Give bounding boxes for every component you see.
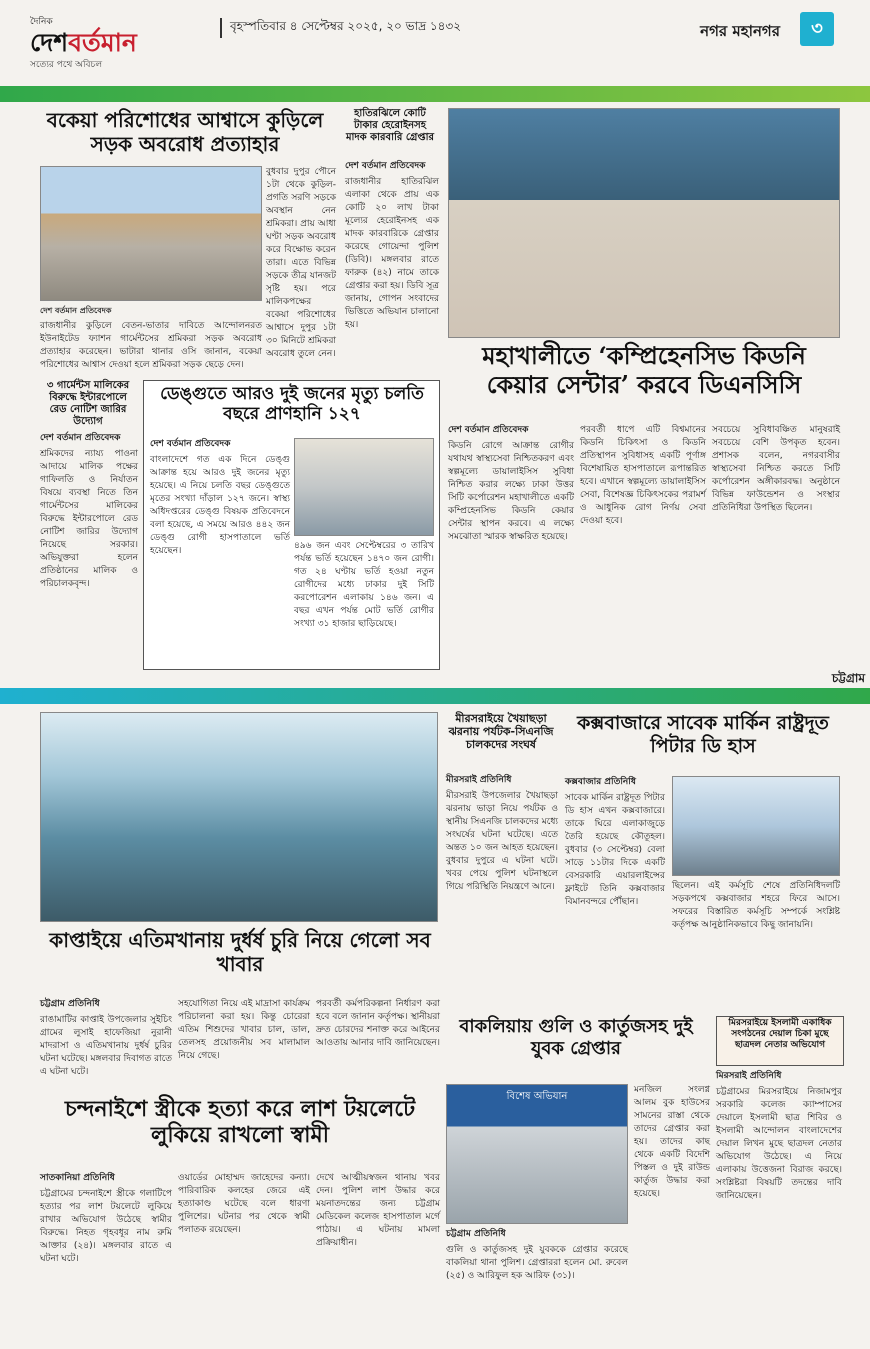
chandanaish-text1: চট্টগ্রামের চন্দনাইশে স্ত্রীকে গলাটিপে হত্যার পর লাশ টয়লেটে লুকিয়ে রাখার অভিযোগ উঠেছে স্বামীর বিরুদ্ধে। নিহত গৃহবধূর নাম রুমি আক্তার (২৪)। মঙ্গলবার রাতে এ ঘটনা ঘটে। [40,1189,172,1264]
mirsarai-headline: মীরসরাইয়ে খৈয়াছড়া ঝরনায় পর্যটক-সিএনজি চালকদের সংঘর্ষ [448,712,554,752]
hefazat-body [716,1070,842,1338]
masthead-name: দেশবর্তমান [30,28,137,57]
bakalia-body2: মনজিল সংলগ্ন আলম বুক হাউসের সামনের রাস্তা থেকে তাদের গ্রেপ্তার করা হয়। তাদের কাছ থেকে একটি বিদেশি পিস্তল ও দুই রাউন্ড কার্তুজ উদ্ধার করা হয়েছে। [634,1085,710,1199]
heroin-headline: হাতিরঝিলে কোটি টাকার হেরোইনসহ মাদক কারবারি গ্রেপ্তার [345,108,435,143]
dengue-photo [294,438,434,536]
haas-byline: কক্সবাজার প্রতিনিধি [565,777,636,787]
dengue-headline: ডেঙ্গুতে আরও দুই জনের মৃত্যু চলতি বছরে প্রাণহানি ১২৭ [160,384,424,425]
garment-body [40,432,138,668]
kuril-body: বুধবার দুপুর পৌনে ১টা থেকে কুড়িল-প্রগতি সরণি সড়কে অবস্থান নেন শ্রমিকরা। প্রায় আধা ঘণ্টা সড়ক অবরোধ করে বিক্ষোভ করেন তারা। এতে বিভিন্ন সড়কে তীব্র যানজট সৃষ্টি হয়। পরে মালিকপক্ষের বকেয়া পরিশোধের আশ্বাসে দুপুর ১টা ৩০ মিনিটে শ্রমিকরা অবরোধ তুলে নেন। [266,167,336,359]
region-label: চট্টগ্রাম [831,671,865,685]
bakalia-headline: বাকলিয়ায় গুলি ও কার্তুজসহ দুই যুবক গ্রেপ্তার [459,1016,693,1059]
haas-body3: ছিলেন। এই কর্মসূচি শেষে প্রতিনিধিদলটি সড়কপথে কক্সবাজার শহরে ফিরে আসে। সফরের বিস্তারিত কর্মসূচি সম্পর্কে সংশ্লিষ্ট কর্তৃপক্ষ আনুষ্ঠানিকভাবে কিছু জানায়নি। [672,881,840,930]
garment-text: শ্রমিকদের ন্যায্য পাওনা আদায়ে মালিক পক্ষের গাফিলতি ও নির্যাতন বিষয়ে ব্যবস্থা নিতে তিন গার্মেন্টসের মালিকের বিরুদ্ধে ইন্টারপোলে রেড নোটিশ জারির উদ্যোগ নিয়েছে সরকার। অভিযুক্তরা হলেন প্রতিষ্ঠানের মালিক ও পরিচালকবৃন্দ। [40,449,138,589]
garment-headline: ৩ গার্মেন্টস মালিকের বিরুদ্ধে ইন্টারপোলে রেড নোটিশ জারির উদ্যোগ [46,380,130,427]
masthead-tagline: সত্যের পথে অবিচল [30,60,103,70]
hefazat-byline: মিরসরাই প্রতিনিধি [716,1071,782,1081]
dncc-body2: পরবর্তী ধাপে এটি বিশ্বমানের কিডনি চিকিৎসা ও কিডনি প্রতিস্থাপন সুবিধাসহ একটি পূর্ণাঙ্গ বিশেষায়িত হাসপাতালে রূপান্তরিত হবে। এখানে স্বল্পমূল্যে ডায়ালাইসিস সেবা, বিশেষজ্ঞ চিকিৎসকের পরামর্শ ও আধুনিক রোগ নির্ণয় সেবা দেওয়া হবে। [580,425,706,526]
haas-body1 [565,776,665,1010]
hefazat-headline: মিরসরাইয়ে ইসলামী একাধিক সংগঠনের দেয়াল চিকা মুছে ছাত্রদল নেতার অভিযোগ [728,1018,832,1050]
dncc-body3: সবচেয়ে সুবিধাবঞ্চিত মানুষরাই সবচেয়ে বেশি উপকৃত হবেন। প্রশাসক বলেন, নগরবাসীর স্বাস্থ্যসেবা নিশ্চিত করতে সিটি কর্পোরেশন অঙ্গীকারবদ্ধ। অনুষ্ঠানে বিভিন্ন ফাউন্ডেশন ও সংস্থার প্রতিনিধিরা উপস্থিত ছিলেন। [712,425,840,513]
chandanaish-body2: ওয়ার্ডের মোহাম্মদ জাহেদের কন্যা। পারিবারিক কলহের জেরে এই হত্যাকাণ্ড ঘটেছে বলে ধারণা পুলিশের। ঘটনার পর থেকে স্বামী পলাতক রয়েছেন। [178,1173,310,1235]
mirsarai-text: মীরসরাই উপজেলার খৈয়াছড়া ঝরনায় ভাড়া নিয়ে পর্যটক ও স্থানীয় সিএনজি চালকদের মধ্যে সংঘর্ষের ঘটনা ঘটেছে। এতে অন্তত ১০ জন আহত হয়েছেন। বুধবার দুপুরে এ ঘটনা ঘটে। খবর পেয়ে পুলিশ ঘটনাস্থলে গিয়ে পরিস্থিতি নিয়ন্ত্রণে আনে। [446,791,558,892]
bakalia-text1: গুলি ও কার্তুজসহ দুই যুবককে গ্রেপ্তার করেছে বাকলিয়া থানা পুলিশ। গ্রেপ্তাররা হলেন মো. রুবেল (২৫) ও আরিফুল হক আরিফ (৩১)। [446,1245,628,1281]
chandanaish-body3: দেখে আত্মীয়স্বজন থানায় খবর দেন। পুলিশ লাশ উদ্ধার করে ময়নাতদন্তের জন্য চট্টগ্রাম মেডিকেল কলেজ হাসপাতাল মর্গে পাঠায়। এ ঘটনায় মামলা প্রক্রিয়াধীন। [316,1173,440,1248]
hefazat-text: চট্টগ্রামের মিরসরাইয়ে নিজামপুর সরকারি কলেজ ক্যাম্পাসের দেয়ালে ইসলামী ছাত্র শিবির ও ইসলামী আন্দোলন বাংলাদেশের দেয়াল লিখন মুছে ছাত্রদল নেতার অভিযোগ উঠেছে। এ নিয়ে এলাকায় উত্তেজনা বিরাজ করছে। সংশ্লিষ্টরা বিষয়টি তদন্তের দাবি জানিয়েছেন। [716,1087,842,1201]
dengue-byline: দেশ বর্তমান প্রতিবেদক [150,439,231,449]
heroin-byline: দেশ বর্তমান প্রতিবেদক [345,161,426,171]
garment-byline: দেশ বর্তমান প্রতিবেদক [40,433,121,443]
page-number: ৩ [800,12,834,46]
masthead-prefix: দৈনিক [30,17,53,27]
kaptai-body3: পরবর্তী কর্মপরিকল্পনা নির্ধারণ করা হবে বলে জানান কর্তৃপক্ষ। স্থানীয়রা দ্রুত চোরদের শনাক্ত করে আইনের আওতায় আনার দাবি জানিয়েছেন। [316,999,440,1048]
mirsarai-byline: মীরসরাই প্রতিনিধি [446,775,512,785]
kuril-body2: রাজধানীর কুড়িলে বেতন-ভাতার দাবিতে আন্দোলনরত ইউনাইটেড ফ্যাশন গার্মেন্টসের শ্রমিকরা সড়ক অবরোধ প্রত্যাহার করেছেন। ভাটারা থানার ওসি জানান, বকেয়া পরিশোধের আশ্বাস দেওয়া হলে শ্রমিকরা সড়ক ছেড়ে দেন। [40,321,262,370]
dncc-headline: মহাখালীতে ‘কম্প্রিহেনসিভ কিডনি কেয়ার সেন্টার’ করবে ডিএনসিসি [482,341,806,399]
dengue-body2: ৪৯৬ জন এবং সেপ্টেম্বরের ৩ তারিখ পর্যন্ত ভর্তি হয়েছেন ১৪৭০ জন রোগী। গত ২৪ ঘণ্টায় ভর্তি হওয়া নতুন রোগীদের মধ্যে ঢাকার দুই সিটি করপোরেশন এলাকায় ১৪৬ জন। এ বছর এখন পর্যন্ত মোট ভর্তি রোগীর সংখ্যা ৩১ হাজার ছাড়িয়েছে। [294,541,434,629]
bakalia-photo [446,1084,628,1224]
kuril-byline: দেশ বর্তমান প্রতিবেদক [40,306,112,315]
dengue-text: বাংলাদেশে গত এক দিনে ডেঙ্গু আক্রান্ত হয়ে আরও দুই জনের মৃত্যু হয়েছে। এ নিয়ে চলতি বছর ডেঙ্গুতে মৃতের সংখ্যা দাঁড়াল ১২৭ জনে। স্বাস্থ্য অধিদপ্তরের ডেঙ্গু বিষয়ক প্রতিবেদনে বলা হয়েছে, এ সময়ে আরও ৪৪২ জন ডেঙ্গু রোগী হাসপাতালে ভর্তি হয়েছেন। [150,455,290,556]
kuril-photo [40,166,262,301]
dateline: বৃহস্পতিবার ৪ সেপ্টেম্বর ২০২৫, ২০ ভাদ্র ১৪৩২ [220,18,500,38]
masthead-logo [30,14,200,70]
dncc-text1: কিডনি রোগে আক্রান্ত রোগীর যথাযথ স্বাস্থ্যসেবা নিশ্চিতকরণ এবং স্বল্পমূল্যে ডায়ালাইসিস সুবিধা নিশ্চিত করার লক্ষ্যে ঢাকা উত্তর সিটি কর্পোরেশন মহাখালীতে একটি কম্প্রিহেনসিভ কিডনি কেয়ার সেন্টার স্থাপন করবে। এ লক্ষ্যে সমঝোতা স্মারক স্বাক্ষরিত হয়েছে। [448,441,574,542]
kaptai-byline: চট্টগ্রাম প্রতিনিধি [40,999,100,1009]
kaptai-photo [40,712,438,922]
haas-text1: সাবেক মার্কিন রাষ্ট্রদূত পিটার ডি হাস এখন কক্সবাজারে। তাকে ঘিরে এলাকাজুড়ে তৈরি হয়েছে কৌতূহল। বুধবার (৩ সেপ্টেম্বর) বেলা সাড়ে ১১টার দিকে একটি বেসরকারি এয়ারলাইন্সের ফ্লাইটে তিনি কক্সবাজার বিমানবন্দরে পৌঁছান। [565,793,665,907]
mirsarai-body [446,774,558,1010]
kaptai-text1: রাঙামাটির কাপ্তাই উপজেলার সুইচিং গ্রামের লুসাই হাফেজিয়া নুরানী মাদরাসা ও এতিমখানায় দুর্ধর্ষ চুরির ঘটনা ঘটেছে। মঙ্গলবার দিবাগত রাতে এ ঘটনা ঘটে। [40,1015,173,1077]
chandanaish-byline: সাতকানিয়া প্রতিনিধি [40,1173,115,1183]
haas-photo [672,776,840,876]
dncc-photo [448,108,840,338]
heroin-text: রাজধানীর হাতিরঝিল এলাকা থেকে প্রায় এক কোটি ২০ লাখ টাকা মূল্যের হেরোইনসহ এক মাদক কারবারিকে গ্রেপ্তার করেছে গোয়েন্দা পুলিশ (ডিবি)। মঙ্গলবার রাতে ফারুক (৪২) নামে তাকে গ্রেপ্তার করা হয়। ডিবি সূত্র জানায়, গোপন সংবাদের ভিত্তিতে অভিযান চালানো হয়। [345,177,439,330]
dengue-body [150,438,290,666]
kaptai-body2: সহযোগিতা নিয়ে এই মাদ্রাসা কার্যক্রম পরিচালনা করা হয়। কিন্তু চোরেরা এতিম শিশুদের খাবার চাল, ডাল, তেলসহ প্রয়োজনীয় সব মালামাল নিয়ে গেছে। [178,999,310,1061]
region-color-bar [0,688,870,704]
bakalia-byline: চট্টগ্রাম প্রতিনিধি [446,1229,506,1239]
dncc-byline: দেশ বর্তমান প্রতিবেদক [448,425,529,435]
top-color-bar [0,86,870,102]
bakalia-body1 [446,1228,628,1338]
bakalia-banner: বিশেষ অভিযান [447,1085,627,1121]
chandanaish-headline: চন্দনাইশে স্ত্রীকে হত্যা করে লাশ টয়লেটে লুকিয়ে রাখলো স্বামী [64,1096,416,1149]
kuril-headline: বকেয়া পরিশোধের আশ্বাসে কুড়িলে সড়ক অবরোধ প্রত্যাহার [46,108,324,156]
heroin-body [345,160,439,372]
chandanaish-body1 [40,1172,172,1338]
haas-headline: কক্সবাজারে সাবেক মার্কিন রাষ্ট্রদূত পিটার ডি হাস [577,712,829,757]
section-title: নগর মহানগর [700,22,780,40]
kaptai-body1 [40,998,172,1090]
dncc-body1 [448,424,574,666]
kaptai-headline: কাপ্তাইয়ে এতিমখানায় দুর্ধর্ষ চুরি নিয়ে গেলো সব খাবার [49,928,431,976]
